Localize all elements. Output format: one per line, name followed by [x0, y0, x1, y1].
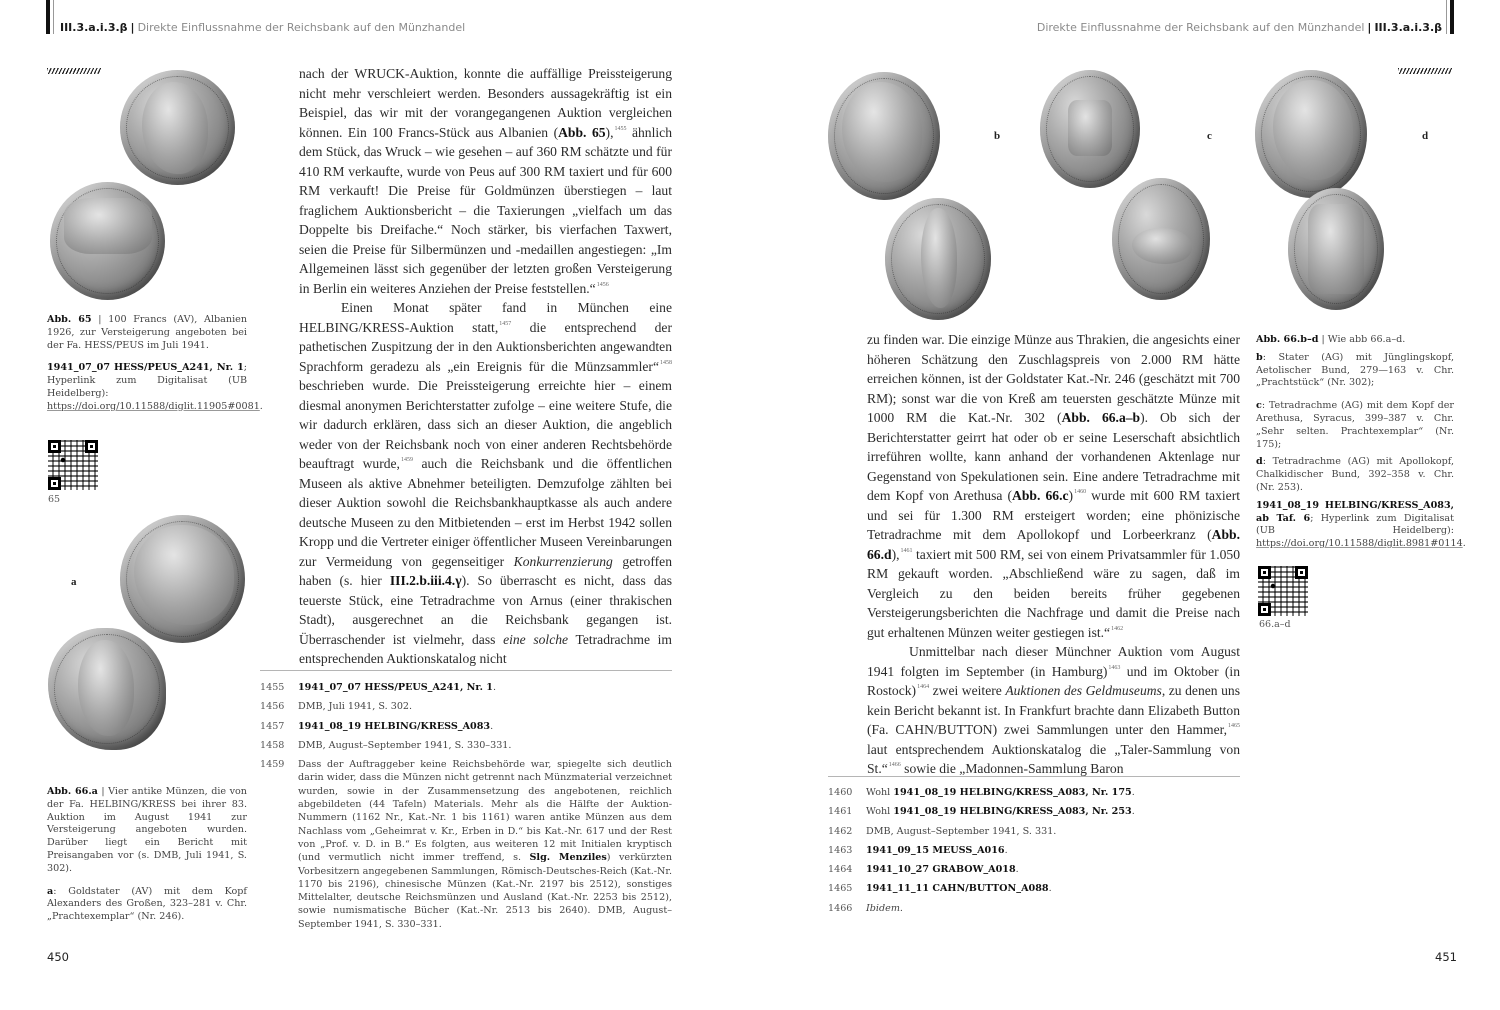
coin-label-d: d	[1422, 130, 1429, 142]
section-number: III.3.a.i.3.β	[1374, 21, 1442, 34]
item-label: a	[47, 885, 54, 897]
header-bar	[1450, 0, 1454, 34]
caption-text: 100 Francs (AV), Albanien 1926, zur Versteigerung angeboten bei der Fa. HESS/PEUS im Juli 1941.	[47, 314, 247, 351]
coin-66c-reverse-image	[1112, 178, 1210, 300]
digitalisat-link[interactable]: https://doi.org/10.11588/diglit.8981#0114	[1256, 538, 1463, 550]
footnote-divider	[260, 670, 672, 671]
footnote: 1459 Dass der Auftraggeber keine Reichsbehörde war, spiegelte sich deutlich darin wider, dass die Münzen nicht getrennt nach Münzmaterial verzeichnet wurden, sowie in der Zusammensetzung des angebotenen, reichlich abgebildeten (44 Tafeln) Materials. Mehr als die Hälfte der Auktion-Nummern (1162 Nr., Kat.-Nr. 1 bis 1161) waren antike Münzen aus dem Nachlass vom „Geheimrat v. Kr., Erben in D.“ bis Kat.-Nr. 617 und der Rest von „Prof. v. D. in B.“ Es folgten, aus weiteren 12 mit Initialen kryptisch (und vermutlich nicht immer treffend, s. Slg. Menziles) verkürzten Vorbesitzern angegebenen Sammlungen, Römisch-Deutsches-Reich (Kat.-Nr. 1170 bis 2196), chinesische Münzen (Kat.-Nr. 2197 bis 2512), sonstiges Mittelalter, deutsche Reichsmünzen und Ausland (Kat.-Nr. 2253 bis 2512), sowie numismatische Bücher (Kat.-Nr. 2513 bis 2640). DMB, August–September 1941, S. 330–331.	[260, 759, 673, 930]
header-separator: |	[130, 21, 135, 34]
header-bar-thin	[53, 0, 54, 34]
footnote: 1458 DMB, August–September 1941, S. 330–331.	[260, 739, 512, 751]
running-header-right	[1037, 18, 1442, 38]
footnote: 1464 1941_10_27 GRABOW_A018.	[828, 864, 1019, 876]
caption-label: Abb. 65	[47, 314, 92, 325]
footnote: 1463 1941_09_15 MEUSS_A016.	[828, 844, 1008, 856]
coin-label-a: a	[71, 576, 77, 588]
footnote-ref[interactable]: 1461	[900, 547, 913, 554]
paragraph: zu finden war. Die einzige Münze aus Thrakien, die angesichts einer höheren Schätzung den Zuschlagspreis von 2.000 RM hätte erreichen können, ist der Goldstater Kat.-Nr. 246 (geschätzt mit 700 RM); sonst war die von Kreß am teuersten geschätzte Münze mit 1000 RM die Kat.-Nr. 302 (Abb. 66.a–b). Ob sich der Berichterstatter geirrt hat oder ob er seine Leserschaft absichtlich irreführen wollte, kann anhand der vorhandenen Aktenlage nur Gegenstand von Spekulationen sein. Eine andere Tetradrachme mit dem Kopf von Arethusa (Abb. 66.c)$^{1460}$ wurde mit 600 RM taxiert und sei für 1.300 RM ersteigert worden; eine phönizische Tetradrachme mit dem Apollokopf und Lorbeerkranz (Abb. 66.d),$^{1461}$ taxiert mit 500 RM, sei von einem Privatsammler für 1.050 RM gekauft worden. „Abschließend wäre zu sagen, daß im Vergleich zu den beiden bereits früher gegebenen Versteigerungsberichten die Nachfrage und damit die Preise nach gut erhaltenen Münzen weiter gestiegen ist.“$^{1462}$	[867, 332, 1240, 640]
section-title: Direkte Einflussnahme der Reichsbank auf den Münzhandel	[137, 21, 466, 34]
footnote-divider	[828, 776, 1240, 777]
left-footnotes	[260, 681, 672, 937]
footnote-ref[interactable]: 1466	[888, 762, 901, 768]
footnote-ref[interactable]: 1458	[660, 359, 672, 366]
right-footnotes	[828, 786, 1240, 921]
page-number-left: 450	[47, 950, 69, 964]
coin-66b-reverse-image	[885, 198, 991, 320]
coin-66a-reverse-image	[48, 628, 166, 750]
caption-text: Wie abb 66.a–d.	[1327, 334, 1406, 345]
footnote: 1466 Ibidem.	[828, 902, 903, 914]
hatch-mark-icon	[47, 68, 101, 74]
running-header-left	[60, 18, 465, 38]
footnote-ref[interactable]: 1462	[1111, 625, 1124, 632]
catalog-reference: 1941_08_19 HELBING/KRESS_A083, ab Taf. 6	[1256, 499, 1454, 524]
footnote: 1455 1941_07_07 HESS/PEUS_A241, Nr. 1.	[260, 682, 496, 693]
qr-label-66: 66.a–d	[1259, 619, 1291, 630]
footnote-ref[interactable]: 1465	[1228, 723, 1240, 729]
qr-label-65: 65	[48, 494, 61, 505]
figure-66a-caption: Abb. 66.a | Vier antike Münzen, die von der Fa. HELBING/KRESS bei ihrer 83. Auktion im August 1941 zur Versteigerung angeboten wurden. Darüber liegt ein Bericht mit Preisangaben vor (s. DMB, Juli 1941, S. 302). a: Goldstater (AV) mit dem Kopf Alexanders des Großen, 323–281 v. Chr. „Prachtexemplar“ (Nr. 246).	[47, 786, 247, 923]
coin-65-obverse-image	[120, 70, 235, 185]
footnote: 1456 DMB, Juli 1941, S. 302.	[260, 701, 413, 713]
footnote-ref[interactable]: 1456	[596, 281, 609, 288]
caption-label: Abb. 66.b–d	[1256, 334, 1319, 345]
digitalisat-link[interactable]: https://doi.org/10.11588/diglit.11905#0081	[47, 400, 260, 412]
header-bar	[46, 0, 50, 34]
coin-66a-obverse-image	[120, 515, 245, 643]
qr-code-65-icon[interactable]	[48, 440, 98, 490]
footnote-ref[interactable]: 1455	[614, 125, 627, 132]
footnote: 1460 Wohl 1941_08_19 HELBING/KRESS_A083, Nr. 175.	[828, 787, 1135, 798]
catalog-reference: 1941_07_07 HESS/PEUS_A241, Nr. 1	[47, 362, 244, 374]
coin-65-reverse-image	[50, 182, 165, 300]
footnote-ref[interactable]: 1457	[499, 320, 512, 327]
left-body-text	[299, 64, 672, 669]
item-text: Goldstater (AV) mit dem Kopf Alexanders des Großen, 323–281 v. Chr. „Prachtexemplar“ (Nr. 246).	[47, 885, 247, 923]
coin-label-c: c	[1207, 130, 1212, 142]
coin-66c-obverse-image	[1040, 70, 1140, 188]
caption-text: Vier antike Münzen, die von der Fa. HELBING/KRESS bei ihrer 83. Auktion im August 1941 zur Versteigerung angeboten wurden. Darüber liegt ein Bericht mit Preisangaben vor (s. DMB, Juli 1941, S. 302).	[47, 786, 247, 874]
section-title: Direkte Einflussnahme der Reichsbank auf den Münzhandel	[1036, 21, 1365, 34]
footnote-ref[interactable]: 1459	[400, 457, 413, 463]
paragraph: Einen Monat später fand in München eine HELBING/KRESS-Auktion statt,$^{1457}$ die entsprechend der pathetischen Zuspitzung der in den Auktionsberichten angewandten Sprachform geradezu als „ein Ereignis für die Münzsammler“$^{1458}$ beschrieben wurde. Die Preissteigerung erreichte hier – einem diesmal anonymen Berichterstatter zufolge – eine weitere Stufe, die wir dadurch erklären, dass sich an dieser Auktion, die angeblich weder von der Reichsbank noch von einer anderen Rechtsbehörde beauftragt wurde,$^{1459}$ auch die Reichsbank und die öffentlichen Museen als aktive Abnehmer beteiligten. Demzufolge zählten bei dieser Auktion sowohl die Reichsbankhauptkasse als auch andere deutsche Museen zu den Mitbietenden – erst im Herbst 1942 sollen Kropp und die Vertreter einiger öffentlicher Museen Vereinbarungen zur Vermeidung von gegenseitiger Konkurrenzierung getroffen haben (s. hier III.2.b.iii.4.γ). So überrascht es nicht, dass das teuerste Stück, eine Tetradrachme von Arnus (einer thrakischen Stadt), ausgerechnet an die Reichsbank gegangen ist. Überraschender ist vielmehr, dass eine solche Tetradrachme im entsprechenden Auktionskatalog nicht	[299, 300, 672, 666]
right-body-text	[867, 330, 1240, 779]
coin-66b-obverse-image	[828, 72, 940, 200]
paragraph: Unmittelbar nach dieser Münchner Auktion vom August 1941 folgten im September (in Hamburg)$^{1463}$ und im Oktober (in Rostock)$^{1464}$ zwei weitere Auktionen des Geldmuseums, zu denen uns kein Bericht bekannt ist. In Frankfurt brachte dann Elizabeth Button (Fa. CAHN/BUTTON) zwei Sammlungen unter den Hammer,$^{1465}$ laut entsprechendem Auktionskatalog die „Taler-Sammlung von St.“$^{1466}$ sowie die „Madonnen-Sammlung Baron	[867, 644, 1240, 776]
figure-65-caption: Abb. 65 | 100 Francs (AV), Albanien 1926, zur Versteigerung angeboten bei der Fa. HESS/PEUS im Juli 1941. 1941_07_07 HESS/PEUS_A241, Nr. 1; Hyperlink zum Digitalisat (UB Heidelberg): https://doi.org/10.11588/diglit.11905#0081.	[47, 314, 263, 412]
footnote: 1465 1941_11_11 CAHN/BUTTON_A088.	[828, 883, 1052, 895]
qr-code-66-icon[interactable]	[1258, 566, 1308, 616]
caption-label: Abb. 66.a	[47, 786, 98, 797]
footnote: 1461 Wohl 1941_08_19 HELBING/KRESS_A083, Nr. 253.	[828, 806, 1135, 818]
footnote-ref[interactable]: 1460	[1074, 489, 1087, 495]
coin-label-b: b	[994, 130, 1001, 142]
hatch-mark-icon	[1398, 68, 1452, 74]
footnote-ref[interactable]: 1463	[1108, 664, 1121, 671]
paragraph: nach der WRUCK-Auktion, konnte die auffällige Preissteigerung nicht mehr verschleiert werden. Besonders aussagekräftig ist ein Beispiel, das wir mit der vorangegangenen Auktion vergleichen können. Ein 100 Francs-Stück aus Albanien (Abb. 65),$^{1455}$ ähnlich dem Stück, das Wruck – wie gesehen – auf 360 RM schätzte und für 410 RM verkaufte, wurde von Peus auf 300 RM taxiert und für 600 RM verkauft! Die Preise für Goldmünzen überstiegen – laut fraglichem Auktionsbericht – die Taxierungen „vielfach um das Doppelte bis Dreifache.“ Noch stärker, bis vierfachen Taxwert, seien die Preise für Silbermünzen und -medaillen angestiegen: „Im Allgemeinen lässt sich gegenüber der letzten großen Versteigerung in Berlin ein weiteres Anziehen der Preise feststellen.“$^{1456}$	[299, 66, 672, 296]
figure-66bd-caption: Abb. 66.b–d | Wie abb 66.a–d. b: Stater (AG) mit Jünglingskopf, Aetolischer Bund, 279—163 v. Chr. „Prachtstück“ (Nr. 302); c: Tetradrachme (AG) mit dem Kopf der Arethusa, Syracus, 399–387 v. Chr. „Sehr selten. Prachtexemplar“ (Nr. 175); d: Tetradrachme (AG) mit Apollokopf, Chalkidischer Bund, 392–358 v. Chr. (Nr. 253). 1941_08_19 HELBING/KRESS_A083, ab Taf. 6; Hyperlink zum Digitalisat (UB Heidelberg): https://doi.org/10.11588/diglit.8981#0114.	[1256, 334, 1466, 550]
footnote: 1462 DMB, August–September 1941, S. 331.	[828, 825, 1057, 837]
section-number: III.3.a.i.3.β	[60, 21, 128, 34]
footnote-ref[interactable]: 1464	[917, 684, 930, 690]
header-separator: |	[1367, 21, 1372, 34]
page-number-right: 451	[1435, 950, 1457, 964]
coin-66d-obverse-image	[1255, 70, 1367, 198]
reference-text: ; Hyperlink zum Digitalisat (UB Heidelberg):	[1256, 512, 1454, 537]
reference-text: ; Hyperlink zum Digitalisat (UB Heidelberg):	[47, 362, 247, 399]
coin-66d-reverse-image	[1288, 188, 1384, 310]
header-bar-thin	[1446, 0, 1447, 34]
footnote: 1457 1941_08_19 HELBING/KRESS_A083.	[260, 720, 494, 732]
